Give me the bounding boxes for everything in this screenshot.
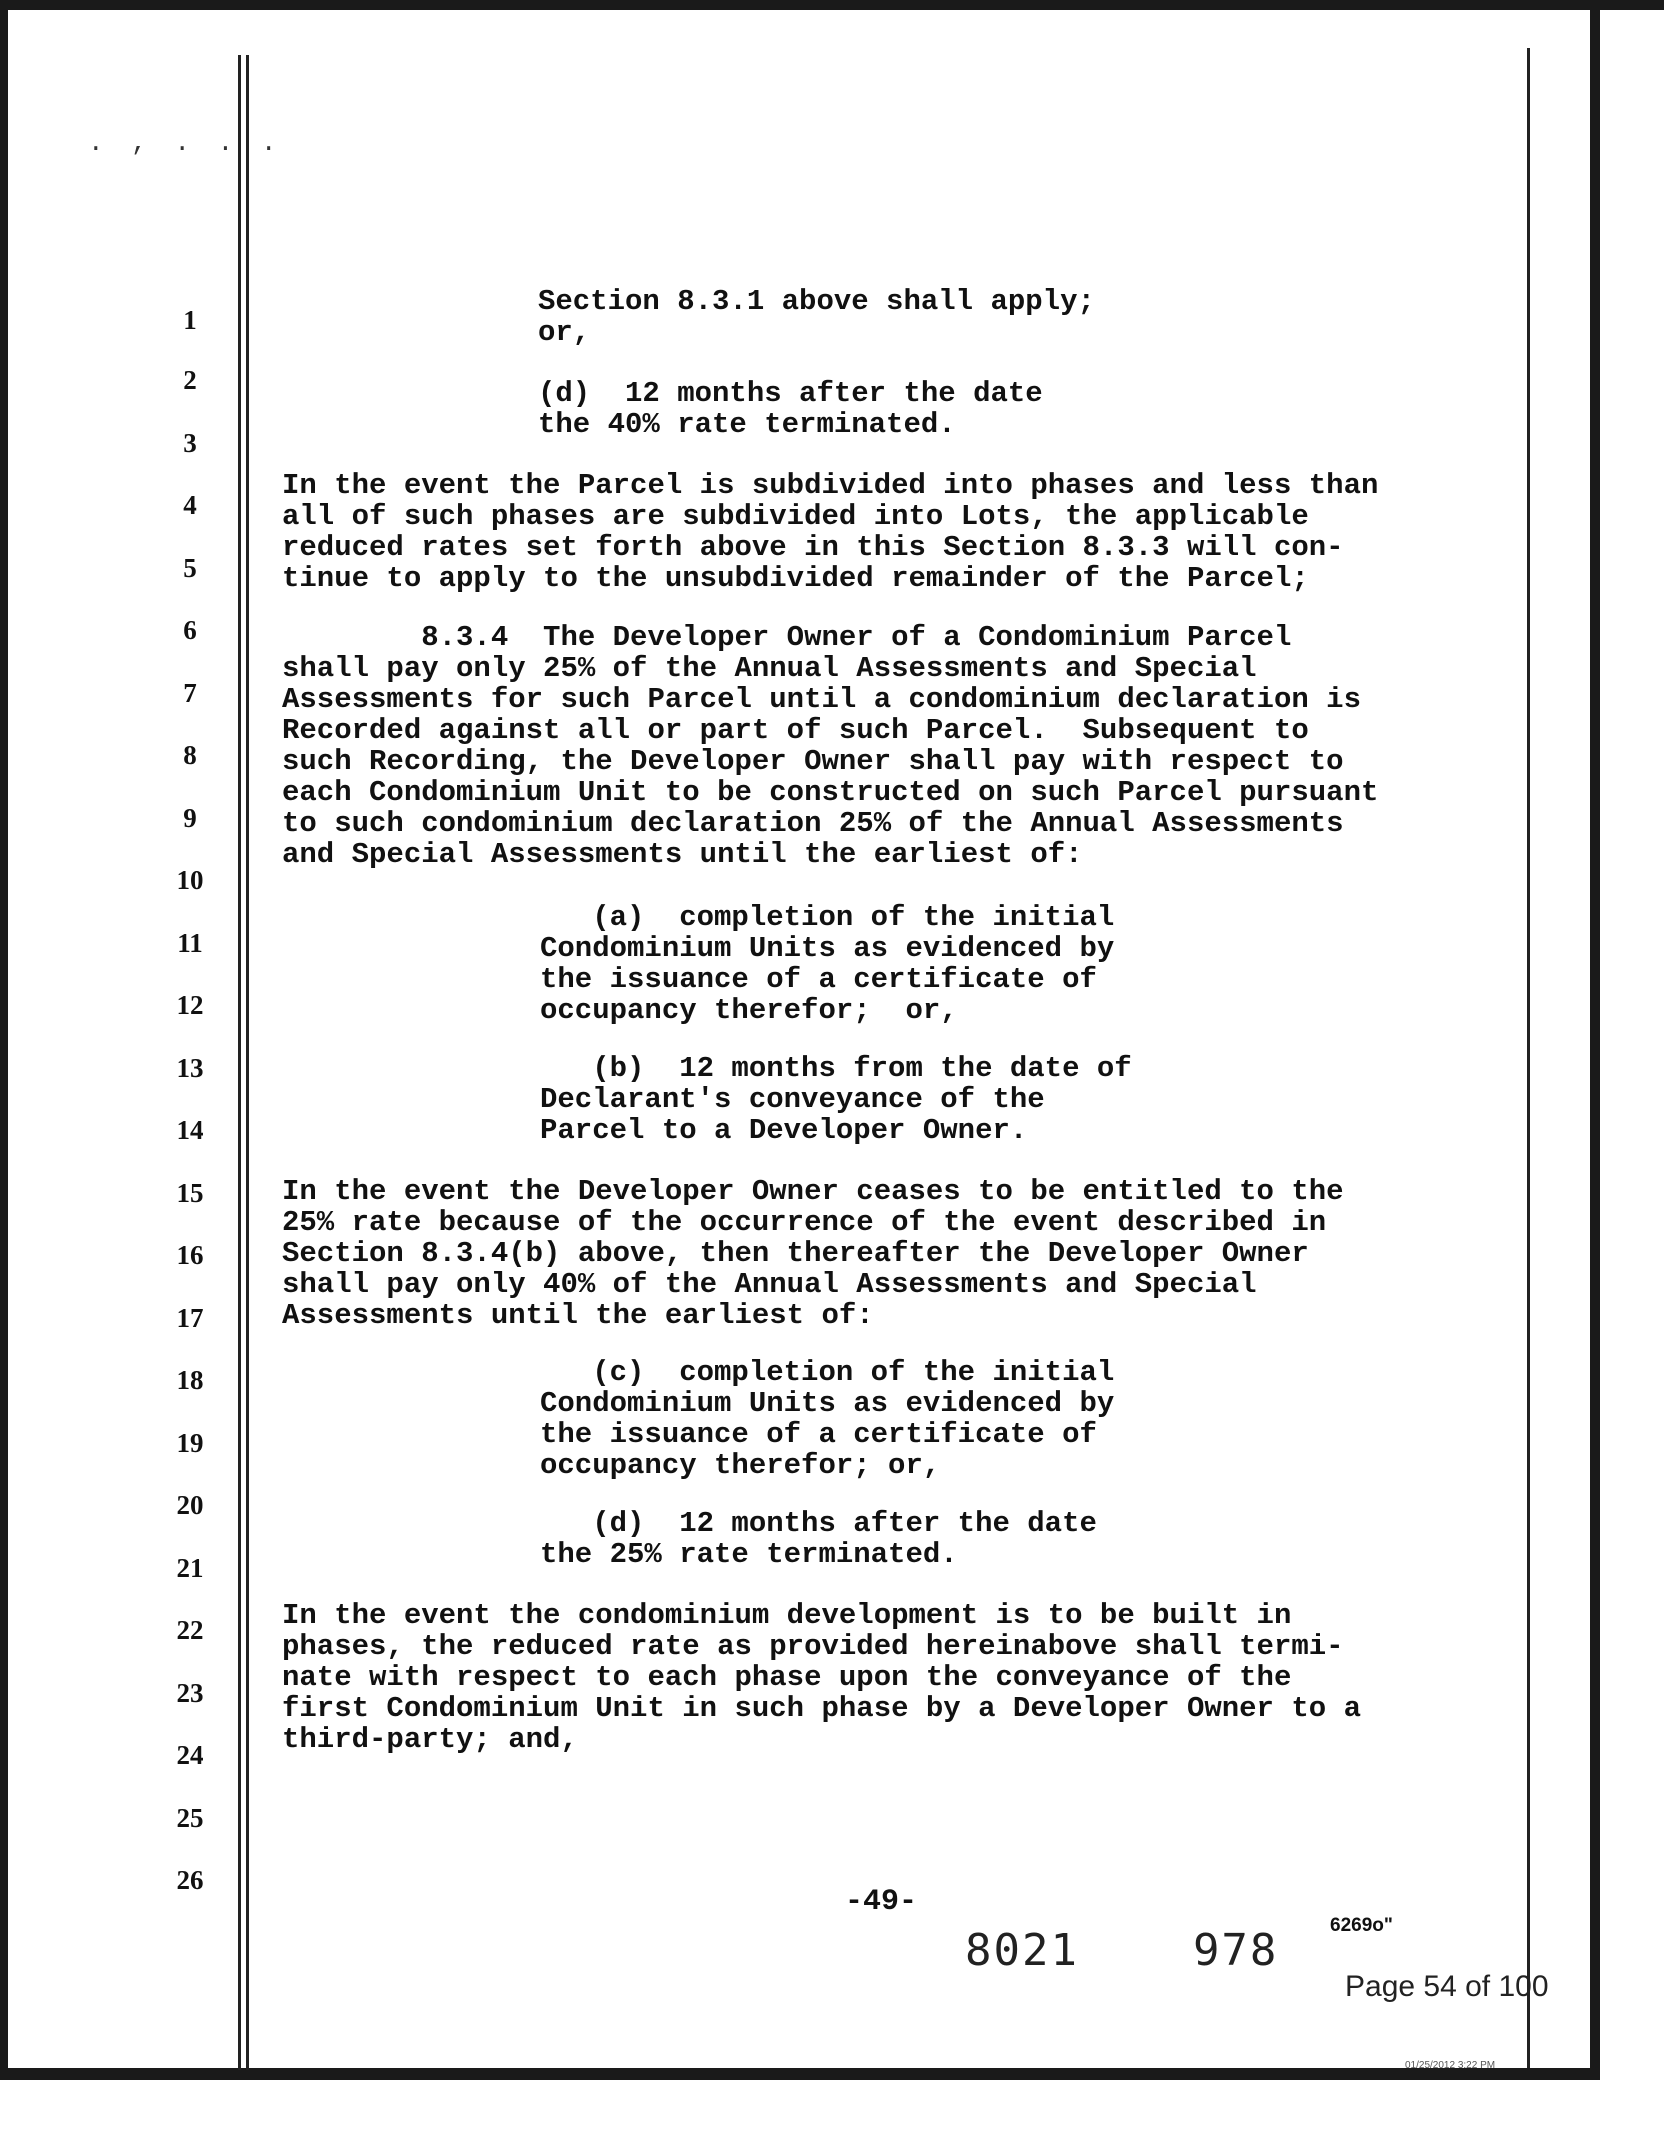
line-number: 26	[176, 1865, 204, 1895]
scan-frame-right	[1590, 0, 1600, 2080]
page-counter: Page 54 of 100	[1345, 1970, 1549, 2003]
line-number: 5	[183, 553, 197, 583]
scan-frame-left	[0, 0, 8, 2080]
line-number: 21	[176, 1553, 204, 1583]
line-number: 12	[176, 990, 204, 1020]
line-number: 19	[176, 1428, 204, 1458]
continuation-clause: Section 8.3.1 above shall apply; or,	[538, 285, 1095, 349]
section-8-3-4-paragraph: 8.3.4 The Developer Owner of a Condominium Parcel shall pay only 25% of the Annual Assessments and Special Assessments for such Parcel until a condominium declaration is Recorded against all or part of such Parcel. Subsequent to such Recording, the Developer Owner shall pay with respect to each Condominium Unit to be constructed on such Parcel pursuant to such condominium declaration 25% of the Annual Assessments and Special Assessments until the earliest of:	[282, 621, 1379, 871]
paragraph-ceases-entitlement: In the event the Developer Owner ceases to be entitled to the 25% rate because of the occurrence of the event described in Section 8.3.4(b) above, then thereafter the Developer Owner shall pay only 40% of the Annual Assessments and Special Assessments until the earliest of:	[282, 1175, 1344, 1332]
line-number: 13	[176, 1053, 204, 1083]
line-number: 24	[176, 1740, 204, 1770]
clause-d-40-percent: (d) 12 months after the date the 40% rate terminated.	[538, 377, 1043, 441]
line-number: 17	[176, 1303, 204, 1333]
line-number: 25	[176, 1803, 204, 1833]
reference-mark: 6269o"	[1330, 1915, 1393, 1936]
clause-d-25-percent: (d) 12 months after the date the 25% rate terminated.	[540, 1507, 1097, 1571]
scan-frame-top	[0, 0, 1664, 10]
scan-timestamp: 01/25/2012 3:22 PM	[1405, 2060, 1496, 2071]
line-number: 20	[176, 1490, 204, 1520]
clause-c-completion: (c) completion of the initial Condominium Units as evidenced by the issuance of a certificate of occupancy therefor; or,	[540, 1356, 1115, 1482]
line-number: 2	[183, 365, 197, 395]
line-number: 1	[183, 305, 197, 335]
left-margin-rule-inner	[246, 55, 249, 2070]
line-number: 4	[183, 490, 197, 520]
recording-stamp	[965, 1925, 1278, 1976]
clause-b-conveyance: (b) 12 months from the date of Declarant's conveyance of the Parcel to a Developer Owner.	[540, 1052, 1132, 1147]
line-number: 18	[176, 1365, 204, 1395]
line-number: 11	[177, 928, 203, 958]
paragraph-subdivided-phases: In the event the Parcel is subdivided into phases and less than all of such phases are subdivided into Lots, the applicable reduced rates set forth above in this Section 8.3.3 will con- tinue to apply to the unsubdivided remainder of the Parcel;	[282, 469, 1379, 595]
page-number: -49-	[845, 1885, 918, 1919]
clause-a-completion: (a) completion of the initial Condominium Units as evidenced by the issuance of a certificate of occupancy therefor; or,	[540, 901, 1115, 1027]
line-number: 7	[183, 678, 197, 708]
line-number: 15	[176, 1178, 204, 1208]
scan-artifact-dots: . , . . .	[88, 128, 283, 158]
line-number: 9	[183, 803, 197, 833]
right-margin-rule	[1527, 48, 1530, 2068]
stamp-book-number: 8021	[965, 1925, 1079, 1976]
line-number: 6	[183, 615, 197, 645]
line-number: 22	[176, 1615, 204, 1645]
line-number: 14	[176, 1115, 204, 1145]
line-number: 16	[176, 1240, 204, 1270]
line-number: 10	[176, 865, 204, 895]
stamp-page-number: 978	[1192, 1925, 1279, 1976]
line-number: 23	[176, 1678, 204, 1708]
paragraph-phased-development: In the event the condominium development is to be built in phases, the reduced rate as provided hereinabove shall termi- nate with respect to each phase upon the conveyance of the first Condominium Unit in such phase by a Developer Owner to a third-party; and,	[282, 1599, 1361, 1756]
line-number: 3	[183, 428, 197, 458]
line-number: 8	[183, 740, 197, 770]
left-margin-rule	[238, 55, 241, 2070]
